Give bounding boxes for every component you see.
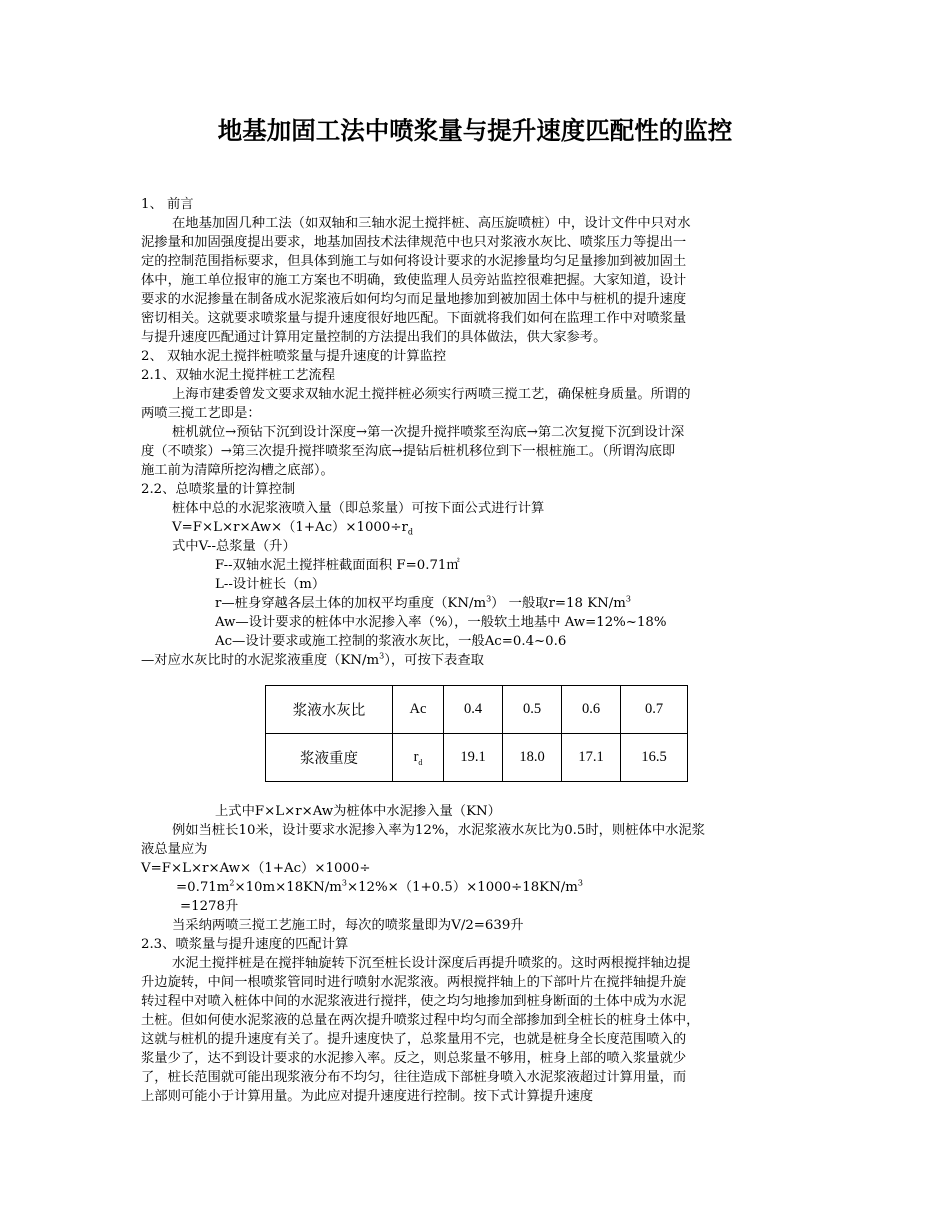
paragraph-line: 两喷三搅工艺即是： <box>141 406 261 421</box>
paragraph-line: 水泥土搅拌桩是在搅拌轴旋转下沉至桩长设计深度后再提升喷浆的。这时两根搅拌轴边提 <box>172 956 691 971</box>
slurry-density-table <box>265 685 688 782</box>
paragraph-line: 上式中F×L×r×Aw为桩体中水泥掺入量（KN） <box>215 804 501 819</box>
paragraph-line: 转过程中对喷入桩体中间的水泥浆液进行搅拌，使之均匀地掺加到桩身断面的土体中成为水泥 <box>141 994 687 1009</box>
paragraph-line: 浆量少了，达不到设计要求的水泥掺入率。反之，则总浆量不够用，桩身上部的喷入浆量就少 <box>141 1051 687 1066</box>
section-1-heading: 1、 前言 <box>141 197 194 212</box>
process-flow-line: 桩机就位→预钻下沉到设计深度→第一次提升搅拌喷浆至沟底→第二次复搅下沉到设计深 <box>172 425 685 440</box>
table-cell: $r_d$ <box>393 734 444 782</box>
formula-legend: —对应水灰比时的水泥浆液重度$(KN/m^3)$，可按下表查取 <box>141 651 484 668</box>
paragraph-line: 当采纳两喷三搅工艺施工时，每次的喷浆量即为V/2=639升 <box>172 918 524 933</box>
process-flow-line: 度（不喷浆）→第三次提升搅拌喷浆至沟底→提钻后桩机移位到下一根桩施工。（所谓沟底即 <box>141 444 676 459</box>
formula-legend: Ac—设计要求或施工控制的浆液水灰比，一般Ac=0.4~0.6 <box>215 634 567 649</box>
table-cell: 0.5 <box>503 686 562 734</box>
table-row <box>266 686 688 734</box>
table-cell: 浆液重度 <box>266 734 393 782</box>
paragraph-line: 例如当桩长10米，设计要求水泥掺入率为12%，水泥浆液水灰比为0.5时，则桩体中水泥浆 <box>172 823 706 838</box>
paragraph-line: 升边旋转，中间一根喷浆管同时进行喷射水泥浆液。两根搅拌轴上的下部叶片在搅拌轴提升旋 <box>141 975 687 990</box>
paragraph-line: 这就与桩机的提升速度有关了。提升速度快了，总浆量用不完，也就是桩身全长度范围喷入的 <box>141 1032 687 1047</box>
paragraph-line: 在地基加固几种工法（如双轴和三轴水泥土搅拌桩、高压旋喷桩）中，设计文件中只对水 <box>172 216 691 231</box>
paragraph-line: 液总量应为 <box>141 842 208 857</box>
paragraph-line: 体中，施工单位报审的施工方案也不明确，致使监理人员旁站监控很难把握。大家知道，设计 <box>141 273 687 288</box>
formula-legend: r—桩身穿越各层土体的加权平均重度$(KN/m^3)$ 一般取r=18 $KN/m^3$ <box>215 594 631 611</box>
paragraph-line: 密切相关。这就要求喷浆量与提升速度很好地匹配。下面就将我们如何在监理工作中对喷浆量 <box>141 311 687 326</box>
paragraph-line: 泥掺量和加固强度提出要求，地基加固技术法律规范中也只对浆液水灰比、喷浆压力等提出一 <box>141 235 687 250</box>
table-cell: 16.5 <box>621 734 688 782</box>
table-cell: 17.1 <box>562 734 621 782</box>
paragraph-line: 与提升速度匹配通过计算用定量控制的方法提出我们的具体做法，供大家参考。 <box>141 330 607 345</box>
paragraph-line: 定的控制范围指标要求，但具体到施工与如何将设计要求的水泥掺量均匀足量掺加到被加固土 <box>141 254 687 269</box>
formula-legend: 式中V--总浆量（升） <box>172 539 296 554</box>
formula-legend: Aw—设计要求的桩体中水泥掺入率（%），一般软土地基中 Aw=12%~18% <box>215 615 667 630</box>
table-cell: 0.6 <box>562 686 621 734</box>
formula-line: V=F×L×r×Aw×（1+Ac）×1000÷ <box>141 861 371 876</box>
table-cell: 18.0 <box>503 734 562 782</box>
table-cell: 0.4 <box>444 686 503 734</box>
formula-line: $=0.71m^2\times 10m\times 18KN/m^3\times 12\%\times(1+0.5)\times 1000\div 18KN/m^3$ <box>176 878 583 895</box>
section-2-1-heading: 2.1、双轴水泥土搅拌桩工艺流程 <box>141 368 336 383</box>
formula-legend: F--双轴水泥土搅拌桩截面面积 F=0.71㎡ <box>215 558 460 573</box>
paragraph-line: 土桩。但如何使水泥浆液的总量在两次提升喷浆过程中均匀而全部掺加到全桩长的桩身土体中， <box>141 1013 700 1028</box>
table-row <box>266 734 688 782</box>
section-2-3-heading: 2.3、喷浆量与提升速度的匹配计算 <box>141 937 349 952</box>
document-title: 地基加固工法中喷浆量与提升速度匹配性的监控 <box>217 116 733 145</box>
paragraph-line: 上海市建委曾发文要求双轴水泥土搅拌桩必须实行两喷三搅工艺，确保桩身质量。所谓的 <box>172 387 691 402</box>
table-cell: 0.7 <box>621 686 688 734</box>
section-2-heading: 2、 双轴水泥土搅拌桩喷浆量与提升速度的计算监控 <box>141 349 447 364</box>
table-cell: 19.1 <box>444 734 503 782</box>
paragraph-line: 了，桩长范围就可能出现浆液分布不均匀，往往造成下部桩身喷入水泥浆液超过计算用量，而 <box>141 1070 687 1085</box>
paragraph-line: 桩体中总的水泥浆液喷入量（即总浆量）可按下面公式进行计算 <box>172 501 545 516</box>
formula-legend: L--设计桩长（m） <box>215 577 326 592</box>
process-flow-line: 施工前为清障所挖沟槽之底部）。 <box>141 463 334 478</box>
section-2-2-heading: 2.2、总喷浆量的计算控制 <box>141 482 296 497</box>
paragraph-line: 上部则可能小于计算用量。为此应对提升速度进行控制。按下式计算提升速度 <box>141 1089 594 1104</box>
formula-result: =1278升 <box>180 899 239 914</box>
paragraph-line: 要求的水泥掺量在制备成水泥浆液后如何均匀而足量地掺加到被加固土体中与桩机的提升速度 <box>141 292 687 307</box>
table-cell: 浆液水灰比 <box>266 686 393 734</box>
table-cell: Ac <box>393 686 444 734</box>
formula-line: $V=F\times L\times r\times Aw\times(1+Ac)\times 1000\div r_d$ <box>172 520 413 537</box>
